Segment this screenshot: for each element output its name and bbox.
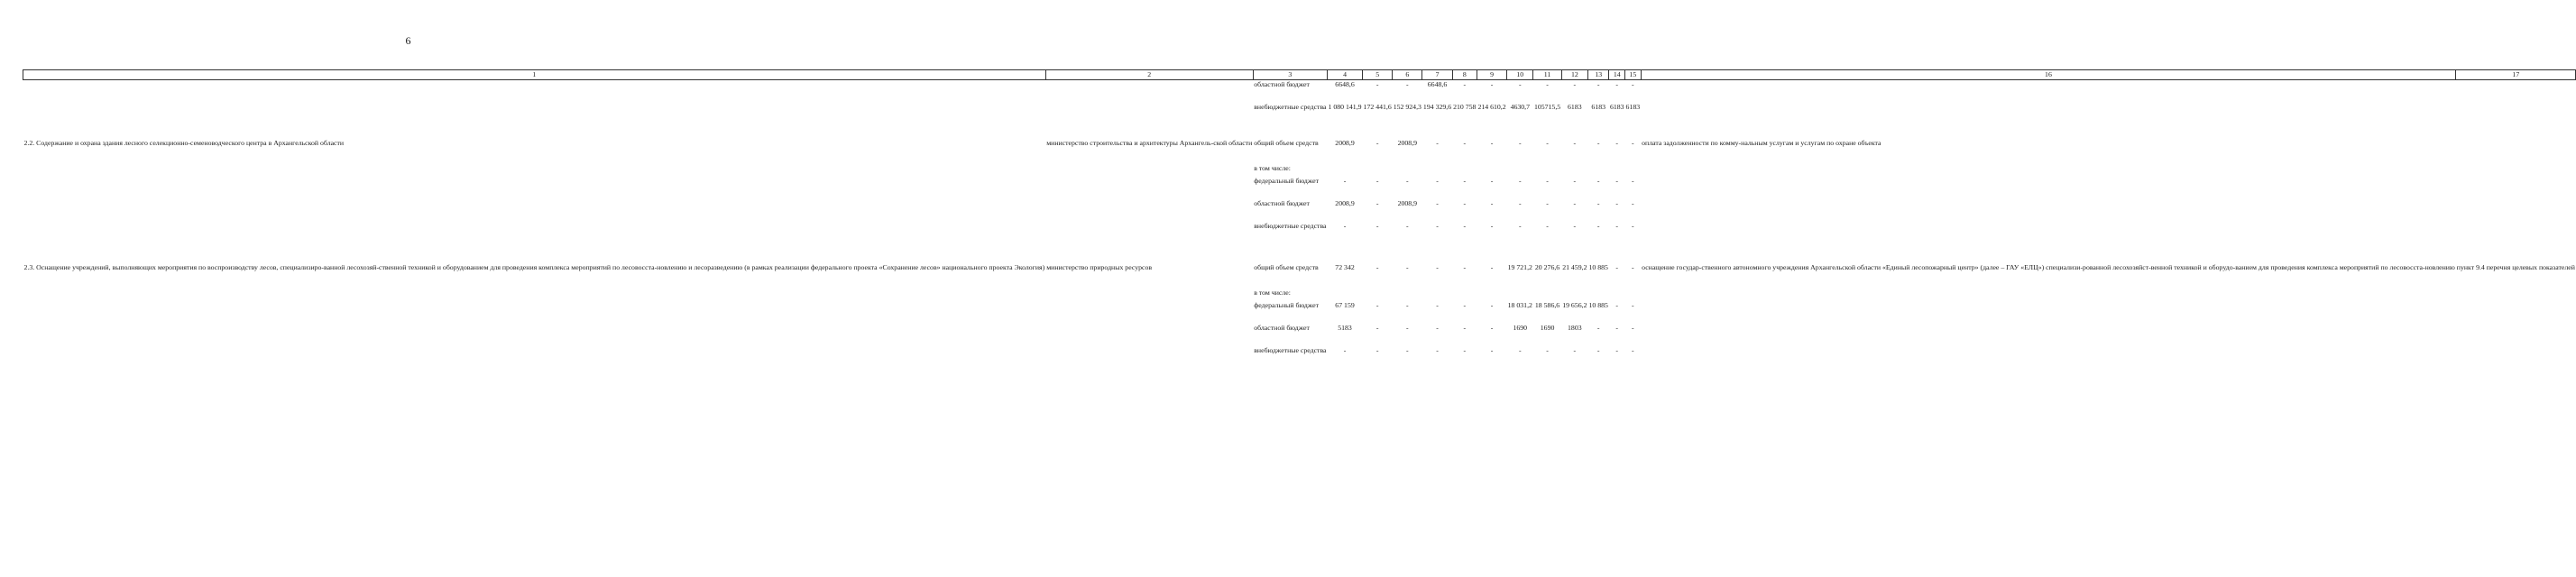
value-cell: - xyxy=(1573,139,1577,147)
table-row xyxy=(23,80,2576,104)
value-cell: 1690 xyxy=(1513,324,1528,332)
value-cell: - xyxy=(1490,346,1494,354)
value-cell: - xyxy=(1463,199,1467,207)
value-cell xyxy=(1507,164,1533,177)
value-cell: 1690 xyxy=(1540,324,1555,332)
value-cell: - xyxy=(1615,139,1619,147)
value-cell: - xyxy=(1596,222,1600,230)
value-cell: - xyxy=(1632,324,1634,332)
value-cell: 2008,9 xyxy=(1335,139,1355,147)
header-cell: 14 xyxy=(1609,70,1625,80)
funding-source-label: внебюджетные средства xyxy=(1254,103,1327,111)
value-cell: 21 459,2 xyxy=(1562,263,1587,271)
expected-result-cell xyxy=(1641,80,2456,127)
value-cell: - xyxy=(1490,199,1494,207)
value-cell: - xyxy=(1436,139,1439,147)
value-cell: - xyxy=(1436,222,1439,230)
value-cell: - xyxy=(1463,139,1467,147)
value-cell xyxy=(1609,164,1625,177)
value-cell: - xyxy=(1375,346,1379,354)
value-cell: 194 329,6 xyxy=(1422,103,1452,111)
spacer-cell xyxy=(23,245,2576,263)
value-cell xyxy=(1328,164,1363,177)
header-cell: 13 xyxy=(1587,70,1608,80)
value-cell: - xyxy=(1596,199,1600,207)
value-cell xyxy=(1625,288,1642,301)
value-cell: - xyxy=(1490,324,1494,332)
value-cell: - xyxy=(1632,80,1634,88)
value-cell: - xyxy=(1632,199,1634,207)
header-cell: 2 xyxy=(1045,70,1253,80)
value-cell: 10 885 xyxy=(1588,301,1608,309)
value-cell: - xyxy=(1546,80,1549,88)
header-cell: 1 xyxy=(23,70,1046,80)
funding-source-label: в том числе: xyxy=(1254,288,1291,297)
value-cell: 18 586,6 xyxy=(1534,301,1560,309)
value-cell: - xyxy=(1436,177,1439,185)
value-cell: 2008,9 xyxy=(1335,199,1355,207)
spacer-row xyxy=(23,245,2576,263)
budget-table xyxy=(23,69,2576,370)
value-cell: 210 758 xyxy=(1453,103,1477,111)
value-cell xyxy=(1452,288,1477,301)
header-cell: 16 xyxy=(1641,70,2456,80)
value-cell: - xyxy=(1615,199,1619,207)
value-cell: - xyxy=(1463,263,1467,271)
expected-result-cell: оснащение государ-ственного автономного учреждения Архангельской области «Единый лесопожарный центр» (далее – ГАУ «ЕЛЦ») специализи-рованной лесохозяйст-венной техникой и оборудо-ванием для проведения комплекса мероприятий по лесовосста-новлению xyxy=(1642,263,2455,271)
executor-cell: министерство строительства и архитектуры Архангель-ской области xyxy=(1046,139,1253,147)
funding-source-label: общий объем средств xyxy=(1254,139,1319,147)
value-cell: - xyxy=(1490,301,1494,309)
value-cell: - xyxy=(1615,263,1619,271)
value-cell: - xyxy=(1632,301,1634,309)
value-cell: - xyxy=(1596,324,1600,332)
value-cell xyxy=(1507,288,1533,301)
value-cell: - xyxy=(1518,222,1522,230)
value-cell: - xyxy=(1573,199,1577,207)
value-cell: 2008,9 xyxy=(1397,139,1418,147)
value-cell: - xyxy=(1490,263,1494,271)
value-cell xyxy=(1609,288,1625,301)
value-cell: 10 885 xyxy=(1588,263,1608,271)
value-cell: 72 342 xyxy=(1335,263,1355,271)
value-cell: - xyxy=(1518,177,1522,185)
activity-name-cell: 2.3. Оснащение учреждений, выполняющих мероприятия по воспроизводству лесов, специализиро-ванной лесохозяй-ственной техникой и оборудованием для проведения комплекса мероприятий по лесовосста-новлению и лесоразведению (в рамках реализации федерального проекта «Сохранение лесов» национального проекта Экология) xyxy=(23,263,1045,271)
value-cell: - xyxy=(1343,222,1347,230)
funding-source-label: федеральный бюджет xyxy=(1254,301,1320,309)
value-cell: - xyxy=(1436,199,1439,207)
value-cell: - xyxy=(1615,301,1619,309)
value-cell: - xyxy=(1632,177,1634,185)
value-cell: - xyxy=(1436,324,1439,332)
indicator-link-cell xyxy=(2456,80,2576,127)
value-cell: - xyxy=(1463,346,1467,354)
value-cell: - xyxy=(1343,346,1347,354)
value-cell: 4630,7 xyxy=(1510,103,1531,111)
value-cell: - xyxy=(1596,139,1600,147)
value-cell xyxy=(1422,288,1452,301)
header-cell: 9 xyxy=(1477,70,1506,80)
value-cell: 19 721,2 xyxy=(1507,263,1532,271)
value-cell: - xyxy=(1632,263,1634,271)
value-cell: - xyxy=(1406,346,1409,354)
value-cell: - xyxy=(1406,324,1409,332)
table-body xyxy=(23,80,2576,371)
header-cell: 15 xyxy=(1625,70,1642,80)
header-cell: 3 xyxy=(1253,70,1327,80)
value-cell xyxy=(1587,288,1608,301)
value-cell xyxy=(1477,164,1506,177)
value-cell: - xyxy=(1632,346,1634,354)
funding-source-label: федеральный бюджет xyxy=(1254,177,1320,185)
value-cell: 5183 xyxy=(1338,324,1352,332)
value-cell: 172 441,6 xyxy=(1363,103,1392,111)
value-cell: - xyxy=(1615,324,1619,332)
spacer-cell xyxy=(23,126,2576,139)
value-cell: - xyxy=(1632,139,1634,147)
expected-result-cell: оплата задолженности по комму-нальным услугам и услугам по охране объекта xyxy=(1642,139,1881,147)
funding-source-label: общий объем средств xyxy=(1254,263,1319,271)
value-cell: - xyxy=(1436,263,1439,271)
activity-name-cell: 2.2. Содержание и охрана здания лесного селекционно-семеноводческого центра в Архангельской области xyxy=(23,139,345,147)
executor-cell xyxy=(1045,80,1253,127)
value-cell: - xyxy=(1436,301,1439,309)
value-cell: 6648,6 xyxy=(1335,80,1355,88)
header-cell: 12 xyxy=(1561,70,1587,80)
value-cell: - xyxy=(1546,139,1549,147)
value-cell: - xyxy=(1375,222,1379,230)
value-cell: - xyxy=(1546,346,1549,354)
value-cell: - xyxy=(1463,80,1467,88)
value-cell: - xyxy=(1573,346,1577,354)
value-cell: - xyxy=(1546,199,1549,207)
value-cell: - xyxy=(1406,263,1409,271)
value-cell xyxy=(1422,164,1452,177)
value-cell: 1803 xyxy=(1568,324,1582,332)
value-cell: - xyxy=(1490,80,1494,88)
header-cell: 17 xyxy=(2456,70,2576,80)
value-cell: - xyxy=(1375,80,1379,88)
value-cell xyxy=(1452,164,1477,177)
funding-source-label: внебюджетные средства xyxy=(1254,346,1327,354)
value-cell: - xyxy=(1518,80,1522,88)
value-cell: 2008,9 xyxy=(1397,199,1418,207)
value-cell: 1 080 141,9 xyxy=(1328,103,1362,111)
value-cell: - xyxy=(1406,177,1409,185)
value-cell: - xyxy=(1375,199,1379,207)
value-cell: - xyxy=(1375,263,1379,271)
header-cell: 4 xyxy=(1328,70,1363,80)
value-cell: 152 924,3 xyxy=(1393,103,1421,111)
indicator-link-cell: пункт 9.4 перечня целевых показателей xyxy=(2456,263,2575,271)
value-cell xyxy=(1363,288,1393,301)
value-cell: 18 031,2 xyxy=(1507,301,1532,309)
value-cell: - xyxy=(1375,324,1379,332)
value-cell: - xyxy=(1375,139,1379,147)
value-cell: - xyxy=(1463,301,1467,309)
value-cell: - xyxy=(1596,346,1600,354)
value-cell: - xyxy=(1546,222,1549,230)
value-cell: - xyxy=(1615,80,1619,88)
header-cell: 5 xyxy=(1363,70,1393,80)
value-cell: - xyxy=(1518,346,1522,354)
value-cell: - xyxy=(1436,346,1439,354)
value-cell: - xyxy=(1518,199,1522,207)
page-number: 6 xyxy=(405,34,411,47)
value-cell: 6183 xyxy=(1625,103,1641,111)
value-cell: - xyxy=(1490,177,1494,185)
value-cell: 19 656,2 xyxy=(1562,301,1587,309)
value-cell xyxy=(1393,288,1422,301)
funding-source-label: областной бюджет xyxy=(1254,199,1310,207)
table-row xyxy=(23,139,2576,164)
value-cell: - xyxy=(1632,222,1634,230)
value-cell: - xyxy=(1615,177,1619,185)
value-cell: - xyxy=(1518,139,1522,147)
value-cell: - xyxy=(1490,139,1494,147)
value-cell: 20 276,6 xyxy=(1534,263,1560,271)
value-cell xyxy=(1393,164,1422,177)
header-row xyxy=(23,70,2576,80)
value-cell xyxy=(1561,164,1587,177)
funding-source-label: в том числе: xyxy=(1254,164,1291,172)
header-cell: 8 xyxy=(1452,70,1477,80)
value-cell: - xyxy=(1406,80,1409,88)
value-cell xyxy=(1625,164,1642,177)
value-cell: - xyxy=(1573,80,1577,88)
indicator-link-cell xyxy=(2456,139,2576,245)
value-cell xyxy=(1533,288,1561,301)
value-cell: - xyxy=(1463,324,1467,332)
value-cell: 214 610,2 xyxy=(1477,103,1506,111)
value-cell: - xyxy=(1573,222,1577,230)
value-cell: - xyxy=(1343,177,1347,185)
value-cell: - xyxy=(1615,222,1619,230)
value-cell xyxy=(1561,288,1587,301)
value-cell xyxy=(1587,164,1608,177)
value-cell: 67 159 xyxy=(1335,301,1355,309)
value-cell: - xyxy=(1490,222,1494,230)
value-cell: - xyxy=(1615,346,1619,354)
value-cell xyxy=(1328,288,1363,301)
value-cell: 6183 xyxy=(1591,103,1605,111)
value-cell: - xyxy=(1573,177,1577,185)
activity-name-cell xyxy=(23,80,1046,127)
funding-source-label: областной бюджет xyxy=(1254,80,1310,88)
value-cell: 105715,5 xyxy=(1533,103,1561,111)
header-cell: 10 xyxy=(1507,70,1533,80)
table-row xyxy=(23,263,2576,288)
value-cell: - xyxy=(1596,177,1600,185)
value-cell: - xyxy=(1546,177,1549,185)
funding-source-label: областной бюджет xyxy=(1254,324,1310,332)
value-cell: - xyxy=(1463,222,1467,230)
funding-source-label: внебюджетные средства xyxy=(1254,222,1327,230)
header-cell: 6 xyxy=(1393,70,1422,80)
value-cell: - xyxy=(1406,301,1409,309)
value-cell: - xyxy=(1406,222,1409,230)
value-cell: 6183 xyxy=(1568,103,1582,111)
executor-cell: министерство природных ресурсов xyxy=(1046,263,1153,271)
header-cell: 11 xyxy=(1533,70,1561,80)
value-cell xyxy=(1477,288,1506,301)
value-cell xyxy=(1533,164,1561,177)
value-cell: - xyxy=(1596,80,1600,88)
value-cell: - xyxy=(1463,177,1467,185)
value-cell xyxy=(1363,164,1393,177)
header-cell: 7 xyxy=(1422,70,1452,80)
value-cell: 6183 xyxy=(1609,103,1624,111)
spacer-row xyxy=(23,126,2576,139)
value-cell: - xyxy=(1375,301,1379,309)
value-cell: - xyxy=(1375,177,1379,185)
value-cell: 6648,6 xyxy=(1427,80,1448,88)
